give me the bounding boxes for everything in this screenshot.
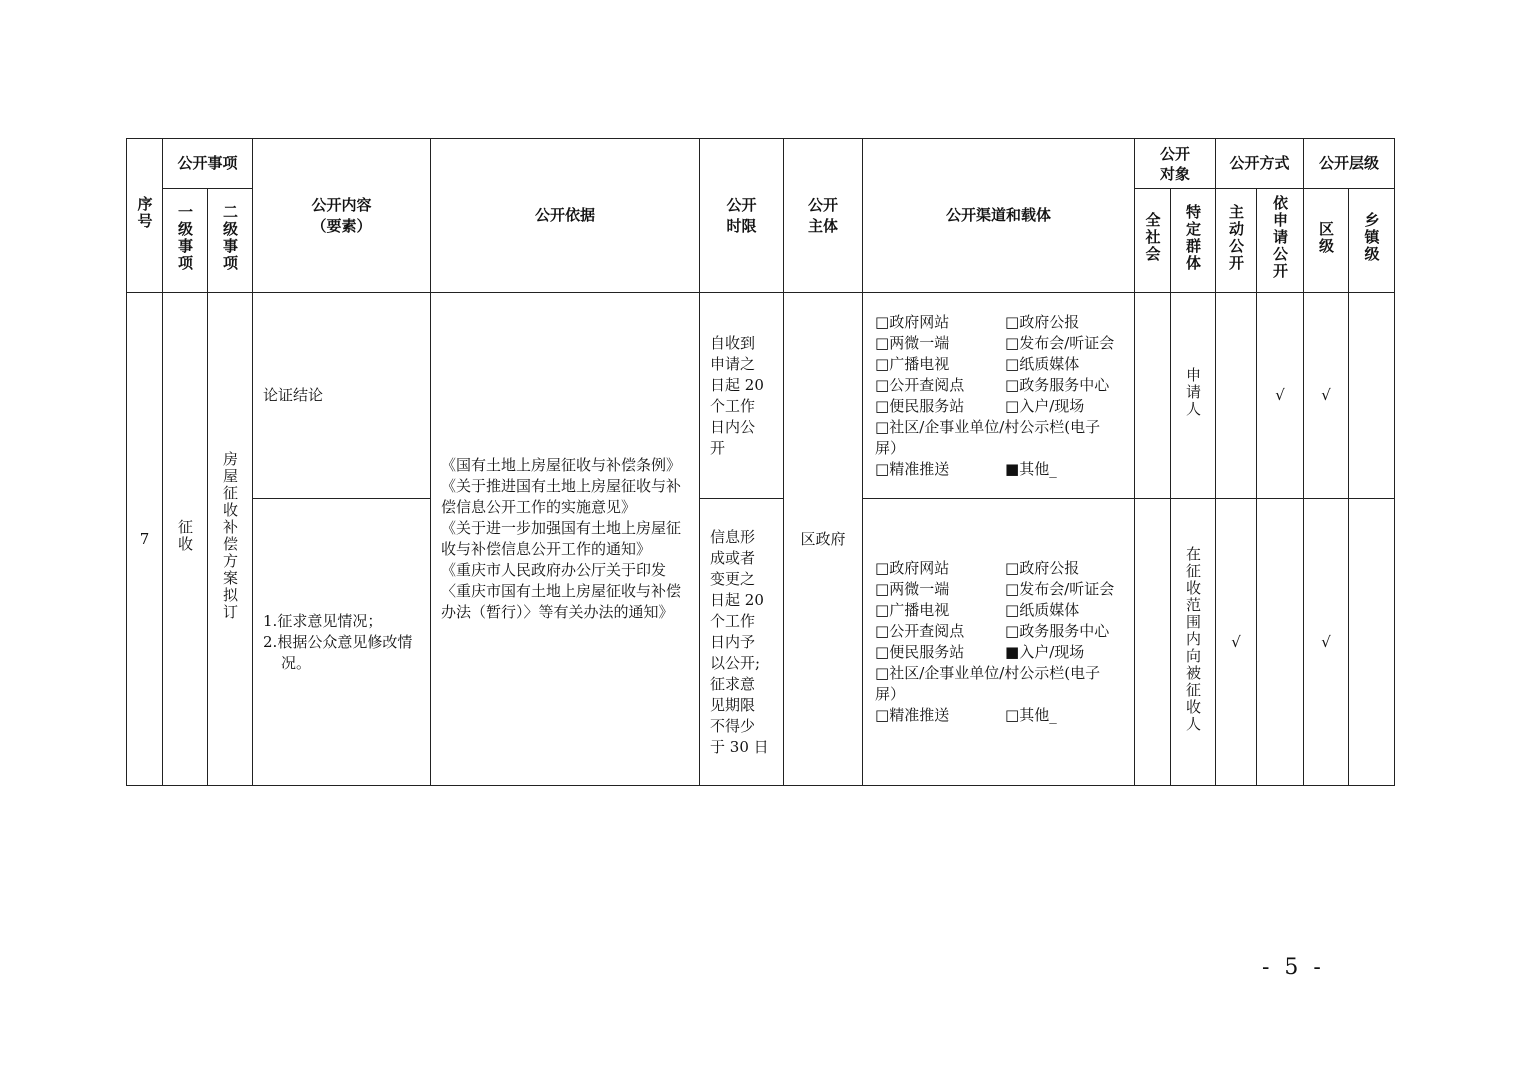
header-method: 公开方式 [1216, 139, 1304, 189]
channel-option: □两微一端 [875, 333, 950, 352]
header-matter: 公开事项 [163, 139, 253, 189]
row-method-apply-1: √ [1257, 293, 1304, 499]
row-method-active-2: √ [1216, 499, 1257, 786]
table-row [127, 499, 1395, 786]
channel-option: □社区/企事业单位/村公示栏(电子 屏） [875, 664, 1101, 703]
channel-option: □发布会/听证会 [1005, 333, 1115, 352]
channel-option: □入户/现场 [1005, 396, 1085, 415]
row-seq: 7 [127, 293, 163, 786]
header-target-specific: 特定群体 [1171, 189, 1216, 293]
header-level-town: 乡镇级 [1349, 189, 1395, 293]
channel-option: ■入户/现场 [1005, 643, 1085, 661]
row-channels-2 [863, 499, 1135, 786]
row-target-all-1 [1135, 293, 1171, 499]
channel-option: □发布会/听证会 [1005, 580, 1115, 598]
header-level-district: 区级 [1304, 189, 1349, 293]
row-method-active-1 [1216, 293, 1257, 499]
row-target-all-2 [1135, 499, 1171, 786]
channel-option: ■其他_ [1005, 459, 1057, 478]
channel-option: □广播电视 [875, 601, 950, 619]
header-time-limit: 公开 时限 [700, 139, 784, 293]
disclosure-table [126, 138, 1395, 786]
channel-option: □纸质媒体 [1005, 354, 1080, 373]
row-channels-1 [863, 293, 1135, 499]
header-content: 公开内容 （要素） [253, 139, 431, 293]
channel-option: □政府网站 [875, 559, 950, 577]
table-row [127, 293, 1395, 499]
row-time-limit-2: 信息形 成或者 变更之 日起 20 个工作 日内予 以公开; 征求意 见期限 不得少 于 30 日 [700, 499, 784, 786]
channel-option: □政府网站 [875, 312, 950, 331]
header-method-apply: 依申请公开 [1257, 189, 1304, 293]
header-level: 公开层级 [1304, 139, 1395, 189]
page-number: - 5 - [1262, 955, 1325, 980]
channel-option: □纸质媒体 [1005, 601, 1080, 619]
channel-option: □公开查阅点 [875, 375, 965, 394]
row-target-specific-2: 在征收范围内向被征收人 [1171, 499, 1216, 786]
header-subject: 公开 主体 [784, 139, 863, 293]
channel-option: □公开查阅点 [875, 622, 965, 640]
header-seq: 序号 [127, 139, 163, 293]
row-level1: 征收 [163, 293, 208, 786]
header-target: 公开 对象 [1135, 139, 1216, 189]
row-time-limit-1: 自收到 申请之 日起 20 个工作 日内公 开 [700, 293, 784, 499]
list-item: 1.征求意见情况； [263, 611, 383, 630]
header-level2: 二级事项 [208, 189, 253, 293]
header-basis: 公开依据 [431, 139, 700, 293]
header-channel: 公开渠道和载体 [863, 139, 1135, 293]
channel-option: □政务服务中心 [1005, 375, 1110, 394]
channel-option: □社区/企事业单位/村公示栏(电子 屏） [875, 417, 1101, 457]
row-basis: 《国有土地上房屋征收与补偿条例》 《关于推进国有土地上房屋征收与补偿信息公开工作的实施意见》 《关于进一步加强国有土地上房屋征收与补偿信息公开工作的通知》 《重庆市人民政府办公厅关于印发〈重庆市国有土地上房屋征收与补偿办法（暂行）〉等有关办法的通知》 [431, 293, 700, 786]
channel-list [863, 312, 1134, 480]
channel-list [863, 558, 1134, 726]
channel-option: □广播电视 [875, 354, 950, 373]
channel-option: □精准推送 [875, 706, 950, 724]
row-level-district-2: √ [1304, 499, 1349, 786]
list-item: 2.根据公众意见修改情况。 [263, 632, 413, 672]
row-level2: 房屋征收补偿方案拟订 [208, 293, 253, 786]
row-subject: 区政府 [784, 293, 863, 786]
header-method-active: 主动公开 [1216, 189, 1257, 293]
channel-option: □便民服务站 [875, 643, 965, 661]
row-level-district-1: √ [1304, 293, 1349, 499]
channel-option: □政务服务中心 [1005, 622, 1110, 640]
channel-option: □政府公报 [1005, 312, 1080, 331]
row-level-town-2 [1349, 499, 1395, 786]
channel-option: □其他_ [1005, 706, 1057, 724]
channel-option: □精准推送 [875, 459, 950, 478]
row-content-2 [253, 499, 431, 786]
channel-option: □便民服务站 [875, 396, 965, 415]
row-level-town-1 [1349, 293, 1395, 499]
row-target-specific-1: 申请人 [1171, 293, 1216, 499]
row-method-apply-2 [1257, 499, 1304, 786]
channel-option: □两微一端 [875, 580, 950, 598]
row-content-1: 论证结论 [253, 293, 431, 499]
channel-option: □政府公报 [1005, 559, 1080, 577]
header-target-all: 全社会 [1135, 189, 1171, 293]
header-level1: 一级事项 [163, 189, 208, 293]
